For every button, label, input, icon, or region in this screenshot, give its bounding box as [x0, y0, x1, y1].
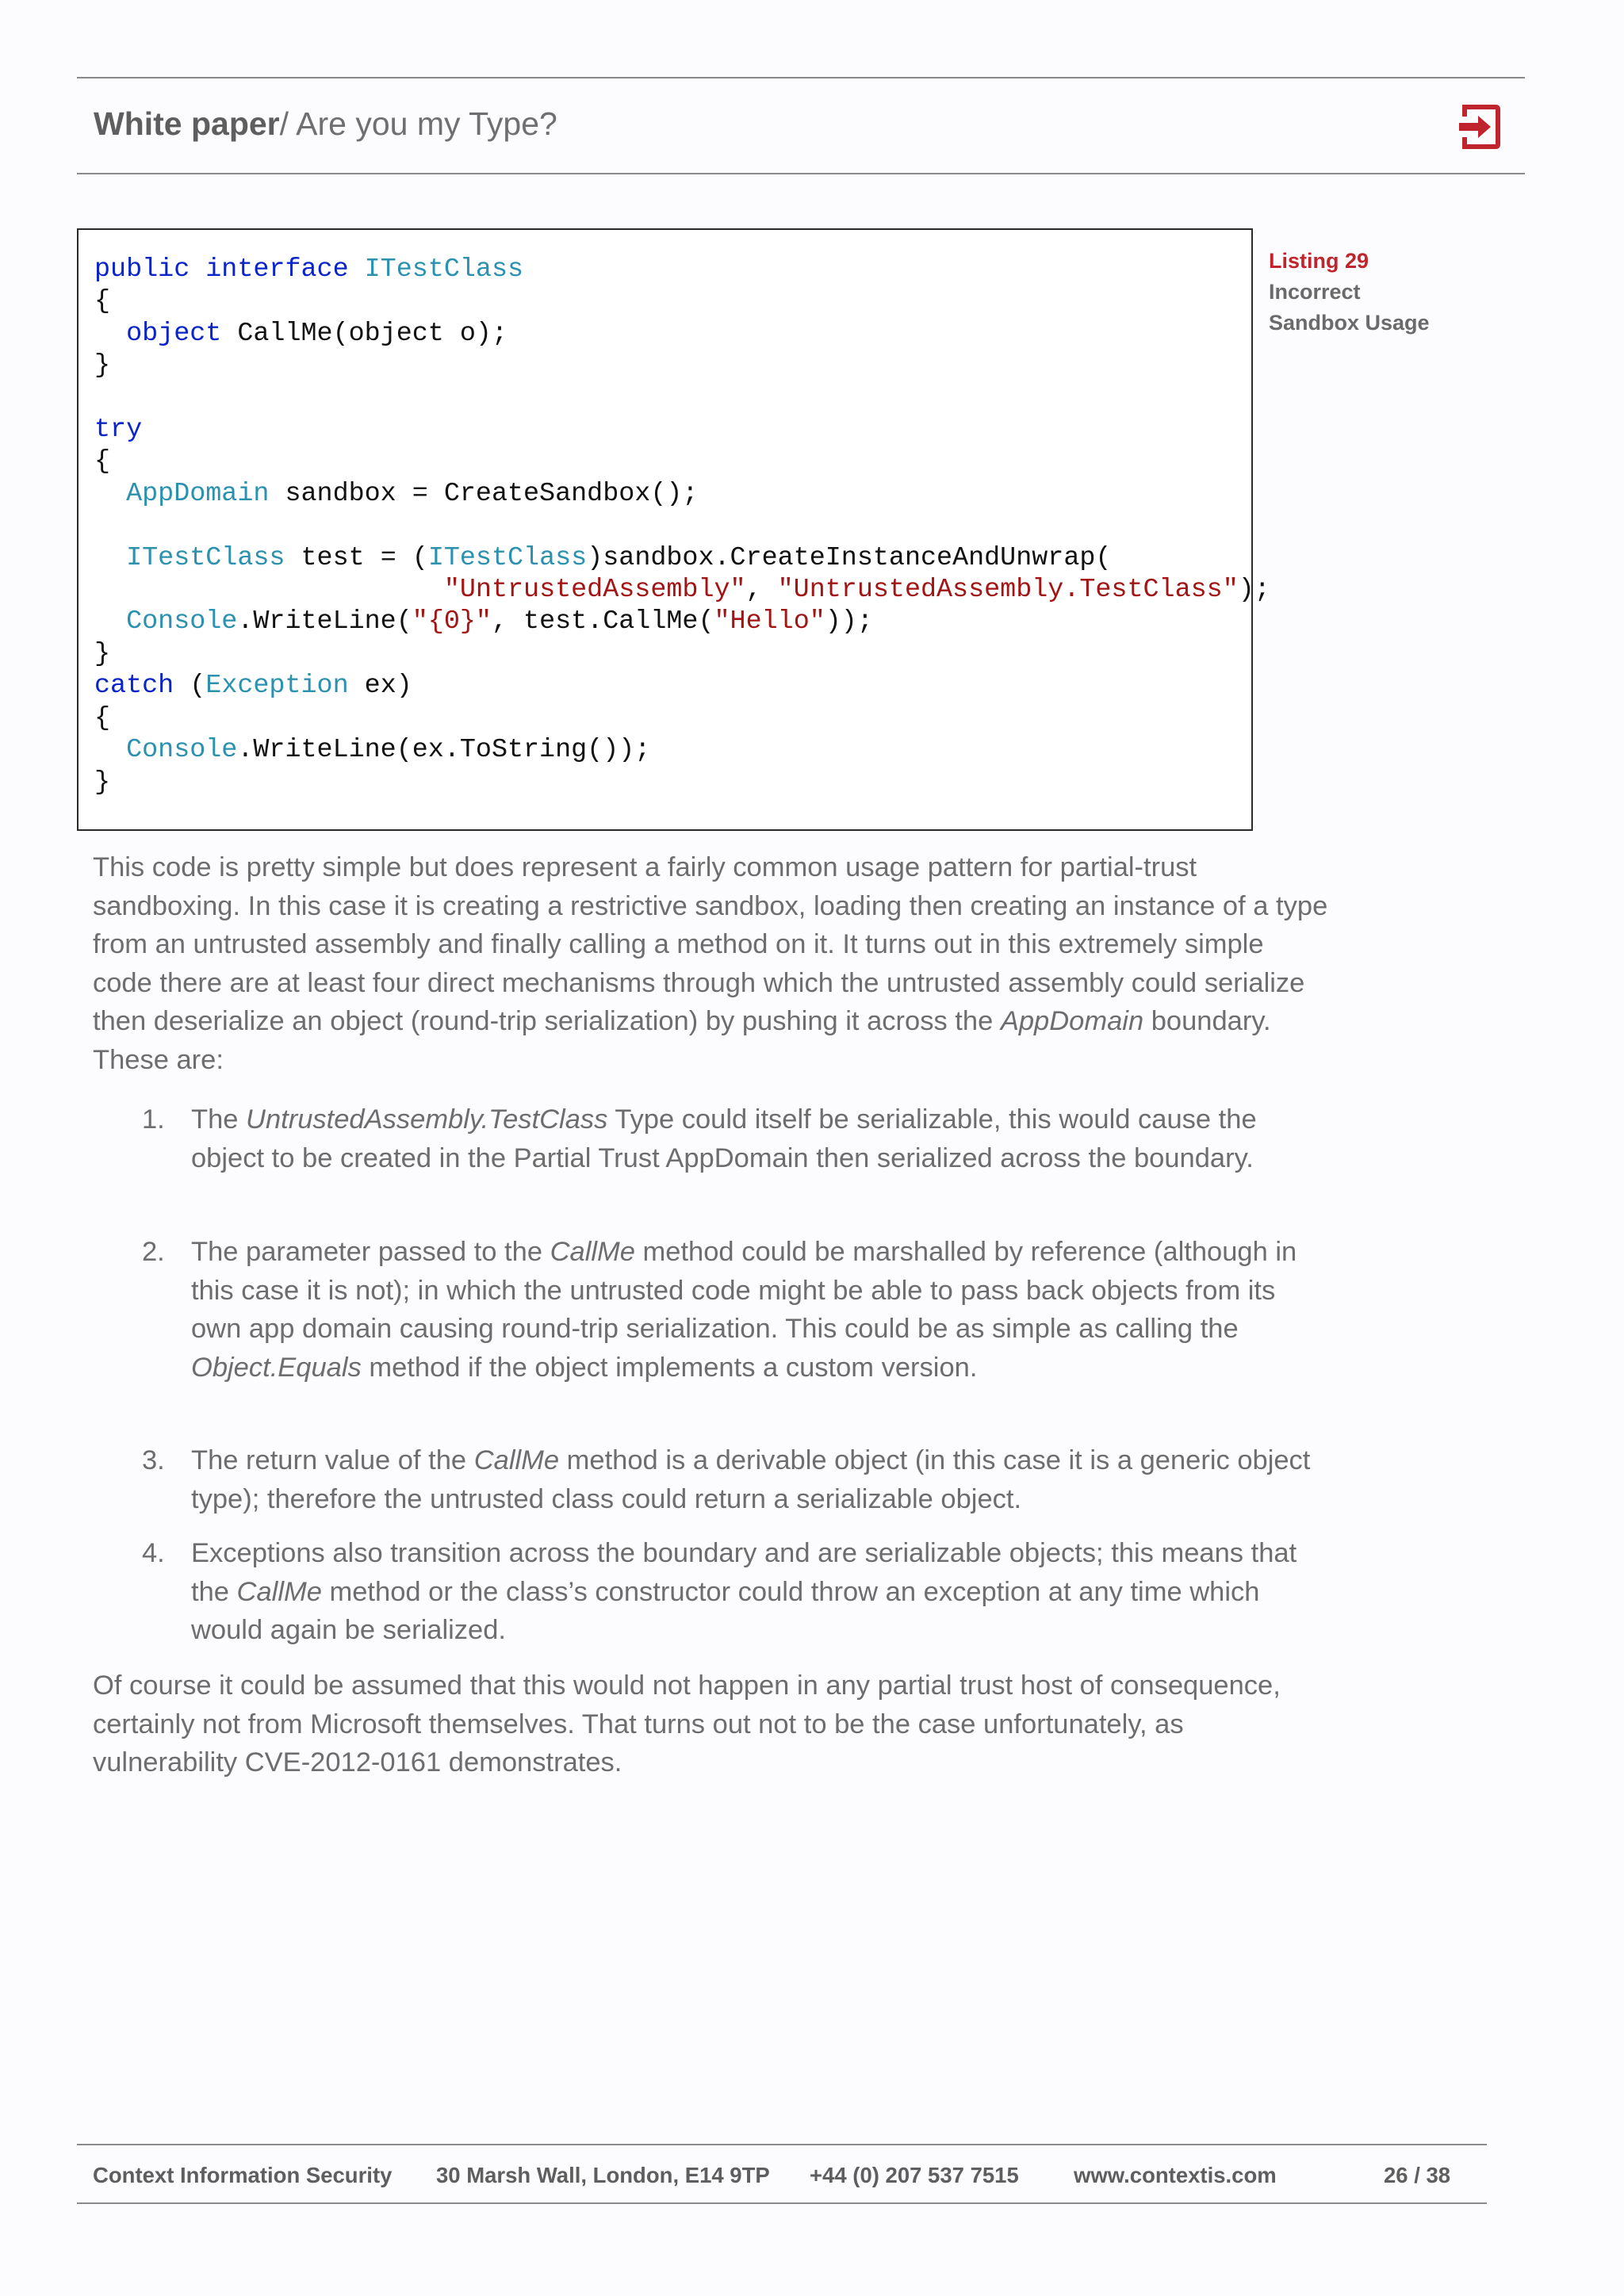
footer-address: 30 Marsh Wall, London, E14 9TP	[436, 2163, 770, 2187]
code-token: catch	[94, 671, 174, 702]
list-text-span: Type could itself be serializable, this would cause the object to be created in the Partial Trust AppDomain then serialized across the boundary.	[191, 1104, 1257, 1173]
code-token: ITestClass	[126, 542, 285, 573]
code-token: {	[94, 286, 111, 317]
code-token: "UntrustedAssembly"	[443, 575, 746, 606]
document-title	[94, 101, 557, 146]
code-token: ex)	[348, 671, 412, 702]
code-token: sandbox = CreateSandbox();	[269, 478, 699, 509]
list-italic-span: UntrustedAssembly.TestClass	[246, 1104, 608, 1135]
list-text	[191, 1441, 1333, 1518]
code-token: .WriteLine(	[237, 607, 412, 637]
code-token	[94, 543, 126, 573]
code-token	[94, 319, 126, 349]
code-token: public interface	[94, 254, 365, 285]
code-line	[94, 542, 1270, 574]
code-token	[94, 607, 126, 637]
code-line	[94, 478, 1270, 510]
header-bottom-rule	[77, 173, 1525, 174]
code-token: AppDomain	[126, 478, 270, 509]
code-token: ITestClass	[427, 542, 588, 573]
listing-caption	[1269, 246, 1430, 339]
list-italic-span: CallMe	[550, 1237, 635, 1267]
footer-page-number: 26 / 38	[1384, 2163, 1451, 2187]
code-line	[94, 382, 1270, 414]
list-text-span: Exceptions also transition across the boundary and are serializable objects; this means that the	[191, 1538, 1297, 1607]
list-text-span: The return value of the	[191, 1445, 474, 1475]
code-block	[94, 254, 1270, 798]
code-line	[94, 510, 1270, 541]
code-line	[94, 446, 1270, 477]
code-token: ,	[745, 575, 778, 606]
list-text-span: method is a derivable object (in this case it is a generic object type); therefore the untrusted class could return a serializable object.	[191, 1445, 1311, 1514]
list-italic-span: CallMe	[473, 1445, 560, 1475]
list-number: 1.	[142, 1104, 165, 1135]
document-type-label: White paper	[94, 105, 280, 142]
code-line	[94, 606, 1270, 637]
list-text-span: method or the class’s constructor could throw an exception at any time which would again be serialized.	[191, 1576, 1260, 1645]
list-text	[191, 1100, 1333, 1177]
code-line	[94, 767, 1270, 798]
list-text-span: The parameter passed to the	[191, 1237, 550, 1267]
intro-paragraph	[93, 848, 1330, 1079]
intro-text-2: boundary. These are:	[93, 1006, 1271, 1075]
code-line	[94, 734, 1270, 766]
code-token: ITestClass	[364, 254, 524, 285]
header-top-rule	[77, 77, 1525, 78]
code-token: object	[126, 318, 222, 349]
list-italic-span: CallMe	[236, 1576, 322, 1607]
code-line	[94, 414, 1270, 446]
code-listing-box	[77, 228, 1270, 831]
list-text-span: method could be marshalled by reference (although in this case it is not); in which the untrusted code might be able to pass back objects from its own app domain causing round-trip serialization. This could be as simple as calling the	[191, 1237, 1297, 1344]
closing-paragraph: Of course it could be assumed that this would not happen in any partial trust host of consequence, certainly not from Microsoft themselves. That turns out not to be the case unfortunately, as vulnerability CVE-2012-0161 demonstrates.	[93, 1670, 1281, 1777]
code-token: {	[94, 702, 111, 733]
list-text	[191, 1233, 1333, 1387]
code-line	[94, 350, 1270, 381]
list-italic-span: Object.Equals	[191, 1352, 362, 1383]
footer-bottom-rule	[77, 2202, 1487, 2204]
list-number: 3.	[142, 1445, 165, 1475]
code-token: )sandbox.CreateInstanceAndUnwrap(	[587, 542, 1112, 573]
listing-number: Listing 29	[1269, 249, 1369, 273]
context-logo-icon	[1454, 98, 1505, 155]
list-number: 4.	[142, 1538, 165, 1568]
intro-text-1: This code is pretty simple but does represent a fairly common usage pattern for partial-trust sandboxing. In this case it is creating a restrictive sandbox, loading then creating an instance of a type from an untrusted assembly and finally calling a method on it. It turns out in this extremely simple code there are at least four direct mechanisms through which the untrusted assembly could serialize then deserialize an object (round-trip serialization) by pushing it across the	[93, 852, 1328, 1036]
list-number: 2.	[142, 1237, 165, 1267]
code-line	[94, 638, 1270, 670]
code-token	[94, 479, 126, 509]
code-token: try	[94, 415, 143, 446]
code-line	[94, 285, 1270, 317]
code-token: );	[1238, 575, 1270, 606]
code-token: test = (	[285, 542, 428, 573]
code-token	[94, 575, 444, 605]
code-token: "UntrustedAssembly.TestClass"	[777, 575, 1239, 606]
code-token: ));	[825, 607, 873, 637]
footer-website[interactable]: www.contextis.com	[1074, 2163, 1277, 2187]
code-token: }	[94, 350, 111, 381]
list-text	[191, 1534, 1333, 1650]
listing-title-line-1: Incorrect	[1269, 280, 1361, 304]
code-token: }	[94, 767, 111, 798]
code-token: , test.CallMe(	[491, 607, 714, 637]
list-text-span: method if the object implements a custom version.	[361, 1352, 978, 1383]
code-token: (	[174, 671, 206, 702]
code-token: CallMe(object o);	[221, 318, 508, 349]
code-token: Console	[126, 735, 238, 766]
code-line	[94, 318, 1270, 350]
code-token: "Hello"	[714, 607, 825, 637]
code-token	[94, 735, 126, 765]
footer-company: Context Information Security	[93, 2163, 393, 2187]
footer-top-rule	[77, 2144, 1487, 2145]
document-subtitle: / Are you my Type?	[279, 105, 557, 142]
code-line	[94, 670, 1270, 702]
code-line	[94, 702, 1270, 734]
listing-title-line-2: Sandbox Usage	[1269, 311, 1430, 335]
intro-italic: AppDomain	[1000, 1006, 1144, 1036]
code-token: Exception	[205, 671, 349, 702]
code-line	[94, 254, 1270, 285]
footer-phone: +44 (0) 207 537 7515	[810, 2163, 1019, 2187]
list-text-span: The	[191, 1104, 247, 1135]
code-token: "{0}"	[412, 607, 492, 637]
code-token: {	[94, 446, 111, 477]
code-token: }	[94, 638, 111, 669]
code-token: .WriteLine(ex.ToString());	[237, 735, 651, 766]
code-line	[94, 574, 1270, 606]
code-token: Console	[126, 607, 238, 637]
